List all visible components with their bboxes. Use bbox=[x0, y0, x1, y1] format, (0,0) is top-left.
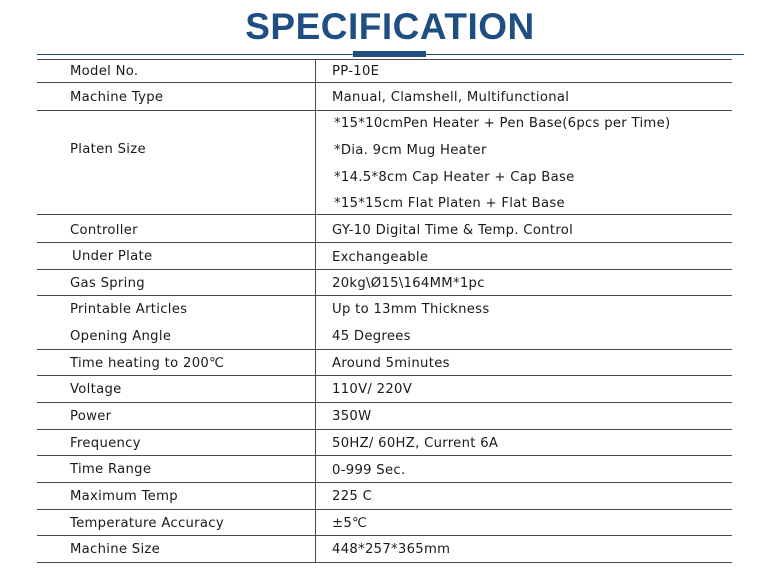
table-row bbox=[37, 536, 732, 563]
row-value: 448*257*365mm bbox=[332, 542, 451, 557]
row-value: 110V/ 220V bbox=[332, 382, 413, 397]
row-label: Voltage bbox=[70, 382, 122, 397]
table-row bbox=[37, 430, 732, 456]
row-value: PP-10E bbox=[332, 64, 380, 79]
row-label: Power bbox=[70, 409, 112, 424]
row-value: 20kg\Ø15\164MM*1pc bbox=[332, 276, 485, 291]
table-row bbox=[37, 403, 732, 430]
table-row bbox=[37, 270, 732, 296]
row-value: ±5℃ bbox=[332, 516, 368, 531]
row-value: Around 5minutes bbox=[332, 356, 450, 371]
row-value: *15*15cm Flat Platen + Flat Base bbox=[334, 196, 565, 211]
table-row bbox=[37, 350, 732, 376]
row-value: *15*10cmPen Heater + Pen Base(6pcs per Time) bbox=[334, 116, 671, 131]
row-value: Exchangeable bbox=[332, 250, 429, 265]
row-label: Gas Spring bbox=[70, 276, 145, 291]
row-value: Up to 13mm Thickness bbox=[332, 302, 490, 317]
row-value: Manual, Clamshell, Multifunctional bbox=[332, 90, 570, 105]
row-label: Maximum Temp bbox=[70, 489, 178, 504]
row-value: *14.5*8cm Cap Heater + Cap Base bbox=[334, 170, 575, 185]
row-value: 0-999 Sec. bbox=[332, 463, 406, 478]
table-row bbox=[37, 111, 732, 215]
row-label: Platen Size bbox=[70, 142, 146, 157]
row-label: Model No. bbox=[70, 64, 139, 79]
row-value: GY-10 Digital Time & Temp. Control bbox=[332, 223, 574, 238]
table-row bbox=[37, 376, 732, 403]
row-value: *Dia. 9cm Mug Heater bbox=[334, 143, 487, 158]
row-label: Opening Angle bbox=[70, 329, 172, 344]
table-row bbox=[37, 510, 732, 536]
row-label: Frequency bbox=[70, 436, 141, 451]
row-label: Printable Articles bbox=[70, 302, 188, 317]
row-label: Time heating to 200℃ bbox=[70, 356, 225, 371]
table-row bbox=[37, 483, 732, 510]
row-label: Temperature Accuracy bbox=[70, 516, 224, 531]
row-value: 45 Degrees bbox=[332, 329, 411, 344]
spec-table bbox=[37, 59, 732, 563]
row-label: Machine Type bbox=[70, 90, 164, 105]
table-row bbox=[37, 296, 732, 350]
table-row bbox=[37, 243, 732, 270]
row-value: 50HZ/ 60HZ, Current 6A bbox=[332, 436, 499, 451]
row-label: Machine Size bbox=[70, 542, 161, 557]
row-value: 225 C bbox=[332, 489, 373, 504]
page-title: SPECIFICATION bbox=[245, 6, 535, 47]
table-row bbox=[37, 59, 732, 83]
table-row bbox=[37, 456, 732, 483]
row-value: 350W bbox=[332, 409, 372, 424]
table-row bbox=[37, 215, 732, 243]
row-label: Controller bbox=[70, 223, 138, 238]
table-row bbox=[37, 83, 732, 111]
row-label: Under Plate bbox=[72, 249, 153, 264]
title-accent-bar bbox=[353, 51, 426, 57]
row-label: Time Range bbox=[70, 462, 152, 477]
